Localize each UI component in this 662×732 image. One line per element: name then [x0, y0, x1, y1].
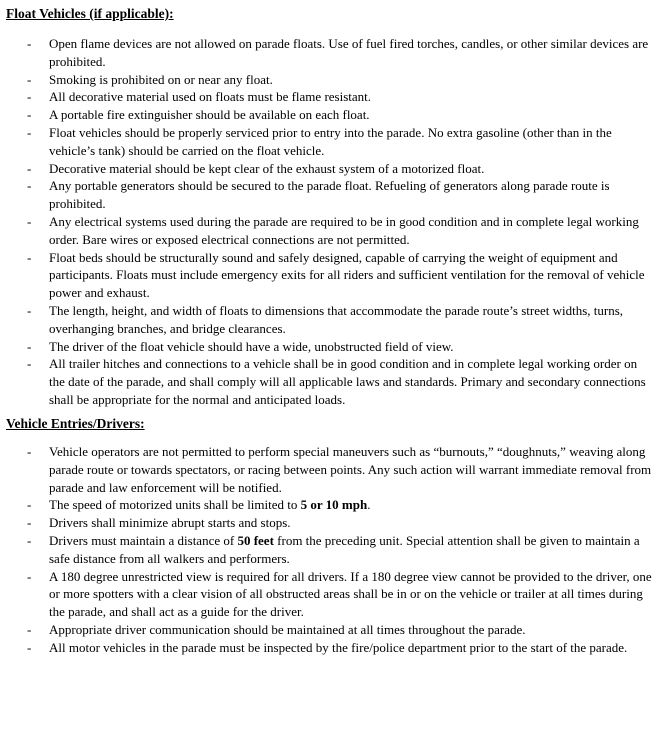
- list-item-text-after: from the preceding unit. Special attention shall be given to maintain a safe distance from all walkers and performers.: [49, 532, 640, 566]
- list-item-text: Float beds should be structurally sound and safely designed, capable of carrying the weight of equipment and participants. Floats must include emergency exits for all riders and sufficient ventilation for the removal of vehicle power and exhaust.: [49, 249, 645, 301]
- list-item: [0, 443, 662, 496]
- list-item: [0, 177, 662, 213]
- list-item-text: Smoking is prohibited on or near any float.: [49, 71, 273, 87]
- list-item: [0, 568, 662, 621]
- bullet-dash: -: [27, 302, 32, 318]
- bullet-dash: -: [27, 621, 32, 637]
- list-item-text: The driver of the float vehicle should have a wide, unobstructed field of view.: [49, 338, 454, 354]
- bullet-dash: -: [27, 107, 32, 123]
- bullet-dash: -: [27, 89, 32, 105]
- list-item-text: Open flame devices are not allowed on parade floats. Use of fuel fired torches, candles, or other similar devices are prohibited.: [49, 36, 649, 69]
- list-item: [0, 496, 662, 514]
- list-item-text: Decorative material should be kept clear of the exhaust system of a motorized float.: [49, 160, 485, 176]
- bullet-dash: -: [27, 568, 32, 584]
- list-item: [0, 338, 662, 356]
- section-heading-float-vehicles: Float Vehicles (if applicable):: [6, 6, 174, 21]
- bullet-dash: -: [27, 178, 32, 194]
- list-item: [0, 106, 662, 124]
- list-item: [0, 514, 662, 532]
- list-item-text: A 180 degree unrestricted view is required for all drivers. If a 180 degree view cannot be provided to the driver, one or more spotters with a clear vision of all obstructed areas shall be in or on the vehicle or trailer at all times during the parade, and shall act as a guide for the driver.: [49, 568, 652, 620]
- list-item: [0, 249, 662, 302]
- list-item: [0, 532, 662, 568]
- list-item-text-bold: 50 feet: [237, 532, 274, 548]
- list-item: [0, 35, 662, 71]
- list-item: [0, 639, 662, 657]
- list-item-text-bold: 5 or 10 mph: [300, 497, 368, 513]
- list-item-text: All decorative material used on floats must be flame resistant.: [49, 89, 372, 105]
- bullet-dash: -: [27, 639, 32, 655]
- list-item: [0, 213, 662, 249]
- list-item: [0, 621, 662, 639]
- list-item-text: [49, 533, 640, 566]
- list-item: [0, 302, 662, 338]
- list-item: [0, 71, 662, 89]
- bullet-dash: -: [27, 497, 32, 513]
- bullet-dash: -: [27, 36, 32, 51]
- bullet-dash: -: [27, 213, 32, 229]
- list-item: [0, 160, 662, 178]
- list-item-text: Float vehicles should be properly serviced prior to entry into the parade. No extra gasoline (other than in the vehicle’s tank) should be carried on the float vehicle.: [49, 124, 612, 158]
- vehicle-entries-list: [0, 443, 662, 657]
- bullet-dash: -: [27, 249, 32, 265]
- bullet-dash: -: [27, 532, 32, 548]
- bullet-dash: -: [27, 356, 32, 372]
- list-item-text-before: The speed of motorized units shall be limited to: [49, 497, 301, 513]
- bullet-dash: -: [27, 338, 32, 354]
- list-item-text: [49, 497, 370, 512]
- list-item-text: Any portable generators should be secured to the parade float. Refueling of generators along parade route is prohibited.: [49, 178, 610, 212]
- list-item-text: Any electrical systems used during the parade are required to be in good condition and in complete legal working order. Bare wires or exposed electrical connections are not permitted.: [49, 213, 639, 247]
- list-item: [0, 124, 662, 160]
- bullet-dash: -: [27, 124, 32, 140]
- list-item-text: All motor vehicles in the parade must be inspected by the fire/police department prior to the start of the parade.: [49, 639, 628, 655]
- bullet-dash: -: [27, 71, 32, 87]
- list-item-text: Appropriate driver communication should be maintained at all times throughout the parade.: [49, 621, 526, 637]
- list-item-text-after: .: [367, 497, 371, 513]
- list-item: [0, 88, 662, 106]
- list-item: [0, 355, 662, 408]
- bullet-dash: -: [27, 515, 32, 531]
- bullet-dash: -: [27, 444, 32, 459]
- section-heading-vehicle-entries: Vehicle Entries/Drivers:: [6, 416, 145, 431]
- list-item-text: Vehicle operators are not permitted to perform special maneuvers such as “burnouts,” “doughnuts,” weaving along parade route or towards spectators, or racing between points. Any such action will warrant immediate removal from parade and law enforcement will be notified.: [49, 444, 652, 495]
- float-vehicles-list: [0, 35, 662, 409]
- list-item-text: The length, height, and width of floats to dimensions that accommodate the parade route’s street widths, turns, overhanging branches, and bridge clearances.: [49, 302, 624, 336]
- list-item-text: Drivers shall minimize abrupt starts and stops.: [49, 515, 291, 531]
- list-item-text: A portable fire extinguisher should be available on each float.: [49, 107, 370, 123]
- bullet-dash: -: [27, 160, 32, 176]
- list-item-text: All trailer hitches and connections to a vehicle shall be in good condition and in complete legal working order on the date of the parade, and shall comply will all applicable laws and standards. Primary and secondary connections shall be appropriate for the normal and anticipated loads.: [49, 356, 646, 407]
- list-item-text-before: Drivers must maintain a distance of: [49, 532, 238, 548]
